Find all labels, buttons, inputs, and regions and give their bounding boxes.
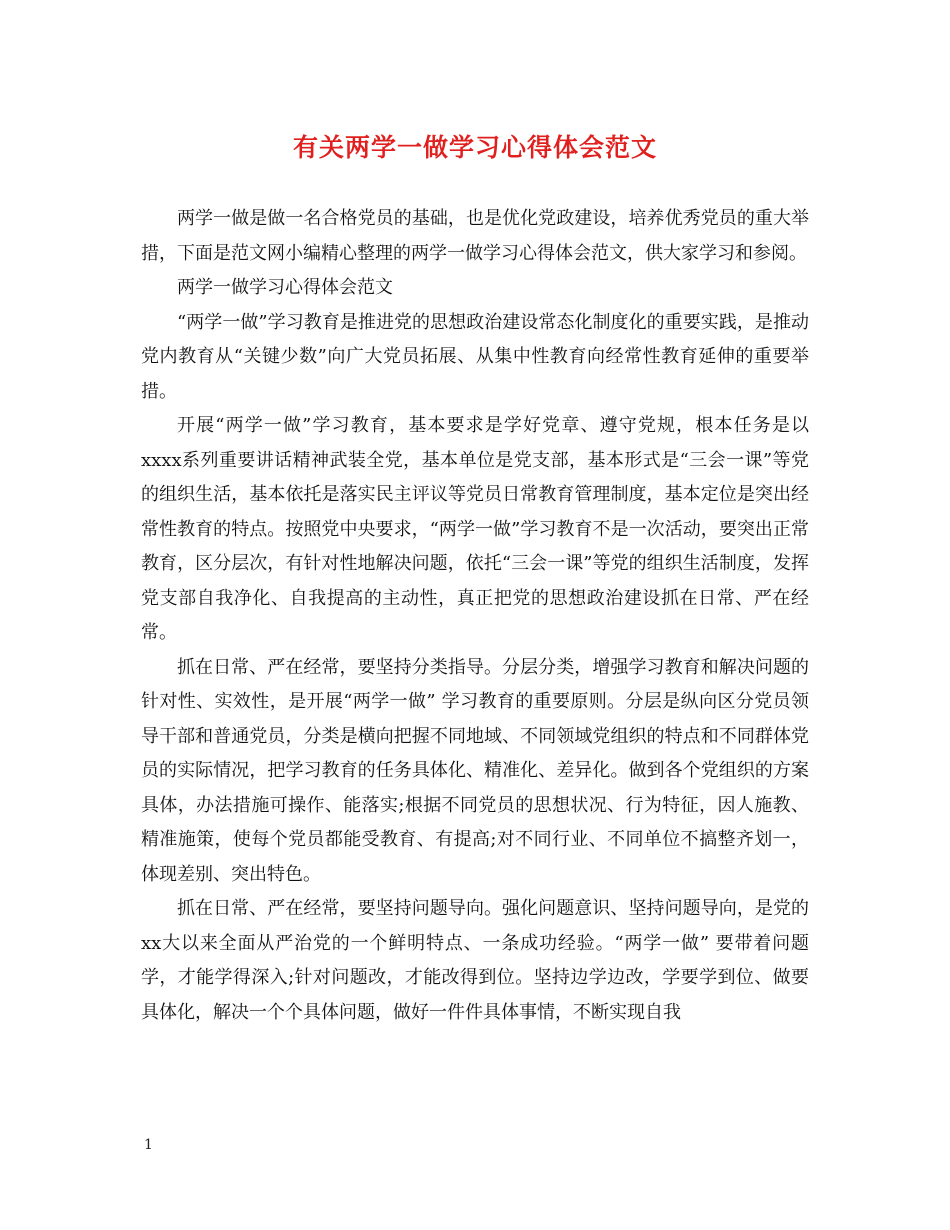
page-number: 1	[144, 1137, 153, 1153]
document-title: 有关两学一做学习心得体会范文	[292, 133, 657, 162]
paragraph-1: “两学一做”学习教育是推进党的思想政治建设常态化制度化的重要实践，是推动党内教育从“关键少数”向广大党员拓展、从集中性教育向经常性教育延伸的重要举措。	[141, 311, 809, 402]
paragraph-subheading: 两学一做学习心得体会范文	[177, 277, 393, 298]
paragraph-intro: 两学一做是做一名合格党员的基础，也是优化党政建设，培养优秀党员的重大举措，下面是范文网小编精心整理的两学一做学习心得体会范文，供大家学习和参阅。	[141, 208, 809, 264]
paragraph-4: 抓在日常、严在经常，要坚持问题导向。强化问题意识、坚持问题导向，是党的xx大以来全面从严治党的一个鲜明特点、一条成功经验。“两学一做” 要带着问题学，才能学得深入;针对问题改，才能改得到位。坚持边学边改，学要学到位、做要具体化，解决一个个具体问题，做好一件件具体事情，不断实现自我	[141, 898, 809, 1023]
paragraph-2: 开展“两学一做”学习教育，基本要求是学好党章、遵守党规，根本任务是以xxxx系列重要讲话精神武装全党，基本单位是党支部，基本形式是“三会一课”等党的组织生活，基本依托是落实民主评议等党员日常教育管理制度，基本定位是突出经常性教育的特点。按照党中央要求，“两学一做”学习教育不是一次活动，要突出正常教育，区分层次，有针对性地解决问题，依托“三会一课”等党的组织生活制度，发挥党支部自我净化、自我提高的主动性，真正把党的思想政治建设抓在日常、严在经常。	[141, 415, 809, 643]
paragraph-3: 抓在日常、严在经常，要坚持分类指导。分层分类，增强学习教育和解决问题的针对性、实效性，是开展“两学一做” 学习教育的重要原则。分层是纵向区分党员领导干部和普通党员，分类是横向把握不同地域、不同领域党组织的特点和不同群体党员的实际情况，把学习教育的任务具体化、精准化、差异化。做到各个党组织的方案具体，办法措施可操作、能落实;根据不同党员的思想状况、行为特征，因人施教、精准施策，使每个党员都能受教育、有提高;对不同行业、不同单位不搞整齐划一，体现差别、突出特色。	[141, 656, 809, 885]
document-body	[141, 202, 809, 1030]
